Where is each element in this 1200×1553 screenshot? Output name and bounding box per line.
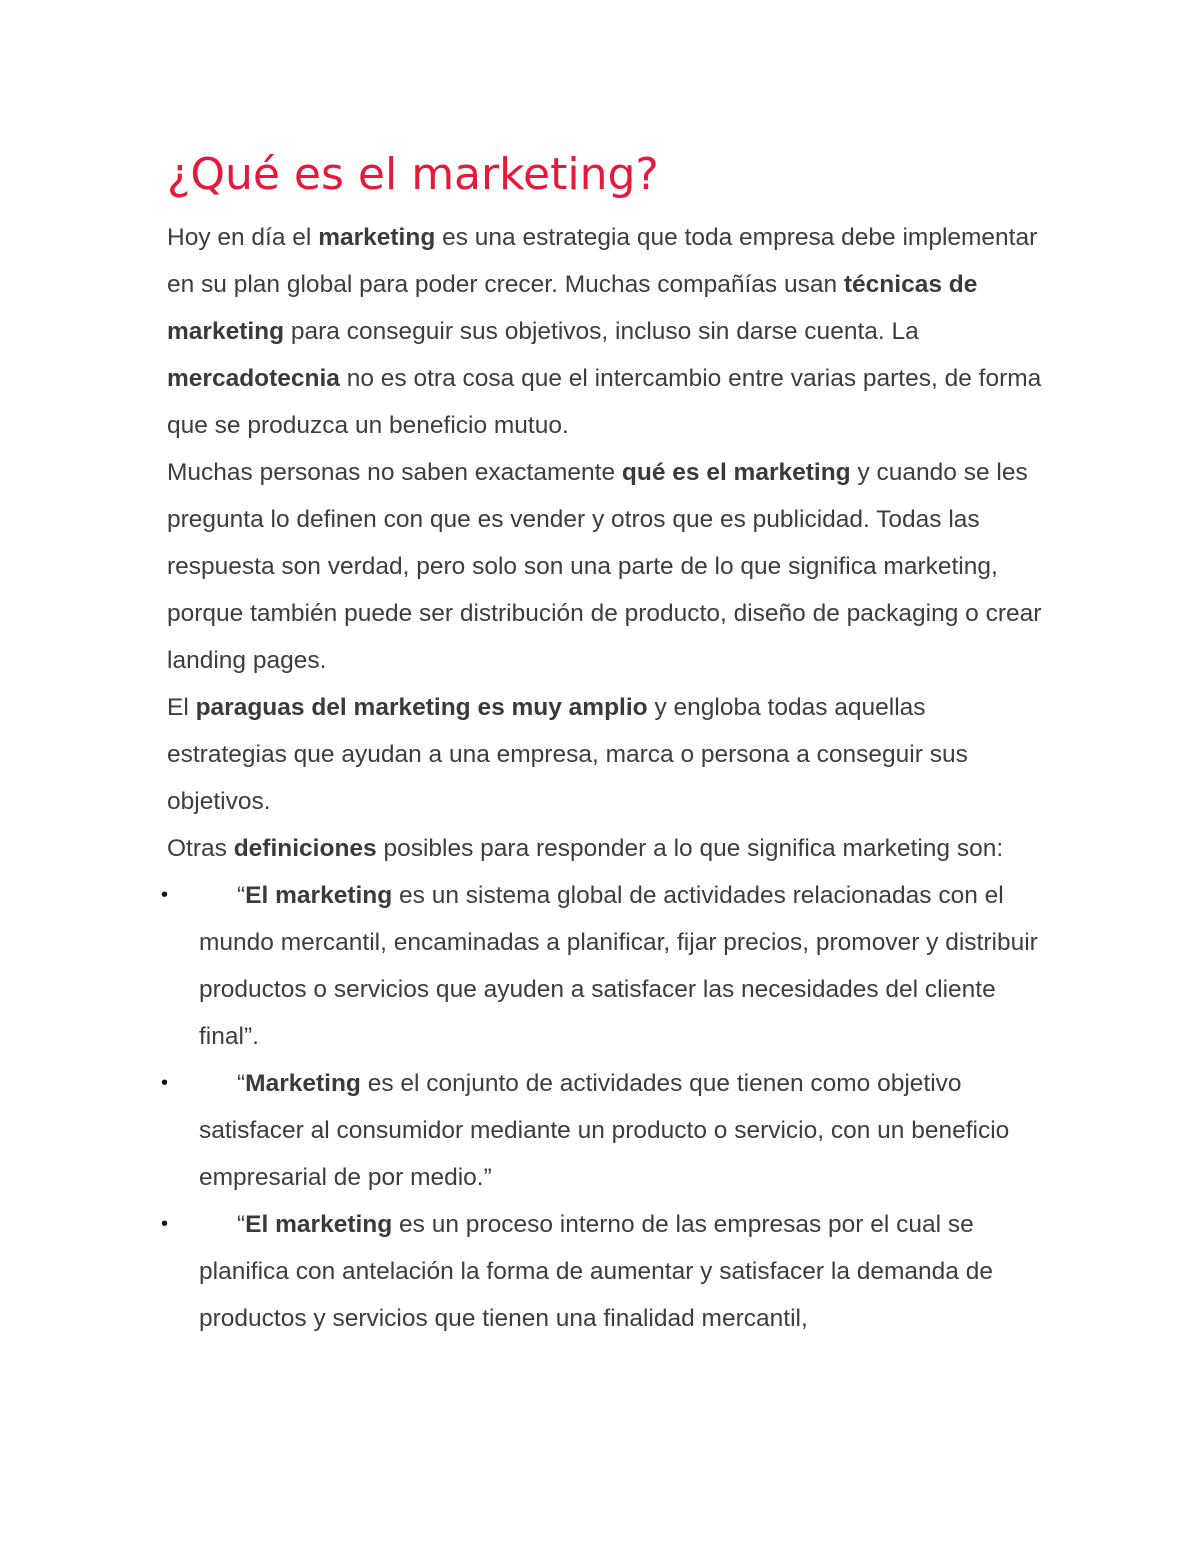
bullet-icon: • [161,1072,169,1094]
text-run: El [167,694,196,721]
bold-term: Marketing [245,1070,361,1097]
text-run: Muchas personas no saben exactamente [167,459,622,486]
quote-mark: “ [237,882,246,909]
text-run: para conseguir sus objetivos, incluso sin darse cuenta. La [284,318,919,345]
paragraph-definition [167,449,1047,684]
quote-mark: “ [237,1211,246,1238]
definitions-list [161,872,1047,1342]
bold-term: El marketing [245,882,393,909]
list-item [161,872,1047,1060]
text-run: es una estrategia que toda empresa debe implementar en su plan global para poder crecer. Muchas compañías usan [167,224,1038,298]
list-item [161,1060,1047,1201]
bold-term: marketing [318,224,436,251]
text-run: posibles para responder a lo que significa marketing son: [376,835,1004,862]
paragraph-intro [167,214,1047,449]
text-run: Hoy en día el [167,224,319,251]
bold-term: qué es el marketing [621,459,851,486]
bullet-icon: • [161,1213,169,1235]
document-page [161,140,1047,1342]
paragraph-umbrella [167,684,1047,825]
text-run: y cuando se les pregunta lo definen con que es vender y otros que es publicidad. Todas las respuesta son verdad, pero solo son una parte de lo que significa marketing, porque también puede ser distribución de producto, diseño de packaging o crear landing pages. [167,459,1042,674]
bold-term: mercadotecnia [167,365,340,392]
bold-term: El marketing [245,1211,393,1238]
bold-term: paraguas del marketing es muy amplio [195,694,648,721]
paragraph-other-definitions [167,825,1047,872]
text-run: no es otra cosa que el intercambio entre varias partes, de forma que se produzca un beneficio mutuo. [167,365,1042,439]
list-item [161,1201,1047,1342]
bold-term: técnicas de marketing [167,271,978,345]
text-run: es un sistema global de actividades relacionadas con el mundo mercantil, encaminadas a planificar, fijar precios, promover y distribuir productos o servicios que ayuden a satisfacer las necesidades del cliente final”. [199,882,1038,1050]
quote-mark: “ [237,1070,246,1097]
bold-term: definiciones [233,835,377,862]
text-run: es un proceso interno de las empresas por el cual se planifica con antelación la forma de aumentar y satisfacer la demanda de productos y servicios que tienen una finalidad mercantil, [199,1211,993,1332]
bullet-icon: • [161,884,169,906]
text-run: y engloba todas aquellas estrategias que ayudan a una empresa, marca o persona a conseguir sus objetivos. [167,694,968,815]
text-run: Otras [167,835,234,862]
text-run: es el conjunto de actividades que tienen como objetivo satisfacer al consumidor mediante un producto o servicio, con un beneficio empresarial de por medio.” [199,1070,1010,1191]
document-title: ¿Qué es el marketing? [167,149,659,200]
